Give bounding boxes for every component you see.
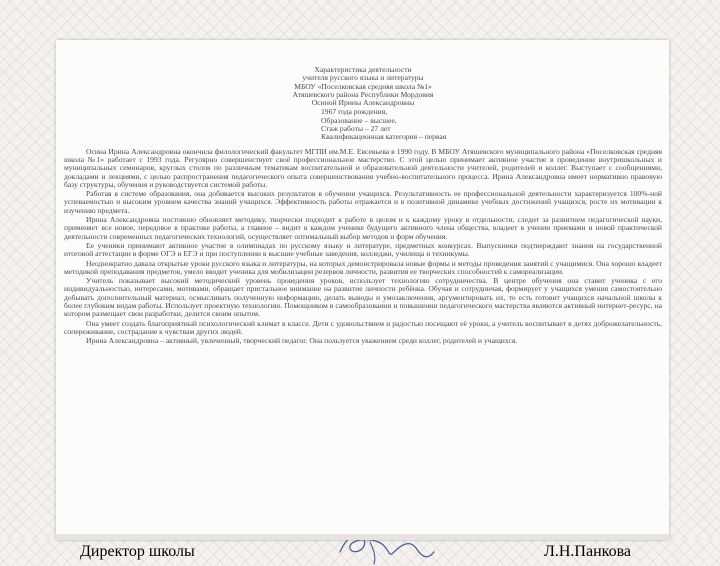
header-line: Характеристика деятельности	[314, 65, 412, 74]
page-bottom-edge	[56, 534, 669, 540]
header-line: Атяшевского района Республики Мордовия	[292, 89, 434, 99]
paragraph: Ее ученики принимают активное участие в олимпиадах по русскому языку и литературе, предметных конкурсах. Выпускники подтверждают знания на государственной итоговой аттестации в форме ОГЭ и ЕГЭ и при поступлении в высшие учебные заведения, колледжи, училища и техникумы.	[64, 240, 662, 259]
director-name: Л.Н.Панкова	[544, 543, 632, 560]
document-body	[64, 148, 662, 346]
scanned-document-page	[56, 40, 669, 560]
paragraph: Она умеет создать благоприятный психологический климат в классе. Дети с удовольствием и радостью посещают её уроки, а учитель воспитывает в детях доброжелательность, сопереживание, сострадание к чувствам других людей.	[64, 318, 662, 336]
paragraph: Осина Ирина Александровна окончила филологический факультет МГПИ им.М.Е. Евсевьева в 1990 году. В МБОУ Атяшевского муниципального района «Поселковская средняя школа №1» работает с 1993 года. Регулярно совершенствует своё профессиональное мастерство. С этой целью принимает активное участие в проведении внутришкольных и муниципальных семинаров, круглых столов по различным тематикам воспитательной и образовательной деятельности учителей, родителей и коллег. Выступает с сообщениями, докладами и лекциями, с целью распространения педагогического опыта совершенствования учебно-воспитательного процесса. Ирина Александровна имеет нормативно правовую базу структуры, обучения и руководствуется системой работы.	[64, 146, 662, 189]
paragraph: Ирина Александровна постоянно обновляет методику, творчески подходит к работе в целом и к каждому уроку в отдельности, следит за развитием педагогической науки, применяет все новое, передовое в практике работы, а главное – видит в каждом ученике будущего активного члена общества, владеет в учении приемами и новой практической деятельности современных педагогических технологий, осуществляет оптимальный выбор методов и форм обучения.	[64, 215, 662, 241]
handwritten-signature	[330, 522, 470, 566]
info-line: Образование – высшее,	[321, 115, 397, 125]
paragraph: Учитель показывает высокий методический уровень проведения уроков, использует технологию сотрудничества. В центре обучения она ставит ученика с его индивидуальностью, интересами, мотивами, обращает пристальное внимание на развитие личности ребёнка. Обучая и сотрудничая, формирует у учащихся умения самостоятельно добывать дополнительный материал, осмысливать полученную информацию, делать выводы и умозаключения, аргументировать их, то есть готовит учащихся начальной школы к более глубоким видам работы. Использует проектную технологию. Помощником в самообразовании и повышении педагогического мастерства являются активный интернет-ресурс, на котором размещает свои разработки, делится своим опытом.	[64, 276, 662, 319]
header-line: МБОУ «Поселковская средняя школа №1»	[294, 81, 432, 91]
info-line: 1967 года рождения,	[321, 107, 388, 117]
document-header	[64, 66, 662, 107]
info-line: Стаж работы – 27 лет	[321, 124, 391, 134]
header-line: учителя русского языка и литературы	[302, 73, 424, 83]
teacher-info	[321, 108, 662, 141]
document-text	[64, 66, 662, 347]
paragraph: Работая в системе образования, она добивается высоких результатов в обучении учащихся. Результативность ее профессиональной деятельности характеризуется 100%-ной успеваемостью и высоким уровнем качества знаний учащихся. Эффективность работы отражается и в позитивной динамике учебных достижений учащихся, росте их мотивации к изучению предмета.	[64, 189, 662, 215]
header-line: Осиной Ирины Александровны	[311, 98, 415, 108]
director-label: Директор школы	[80, 543, 195, 560]
paragraph: Ирина Александровна – активный, увлеченный, творческий педагог. Она пользуется уважением среди коллег, родителей и учащихся.	[86, 336, 518, 346]
paragraph: Неоднократно давала открытые уроки русского языка и литературы, на которых демонстрировала новые формы и методы проведения занятий с учащимися. Она хорошо владеет методикой преподавания предметов, умело вводит ученика для мобилизации резервов личности, развития ее творческих способностей к самореализации.	[64, 258, 662, 276]
info-line: Квалификационная категория – первая	[321, 132, 447, 142]
signature-block	[80, 540, 640, 560]
